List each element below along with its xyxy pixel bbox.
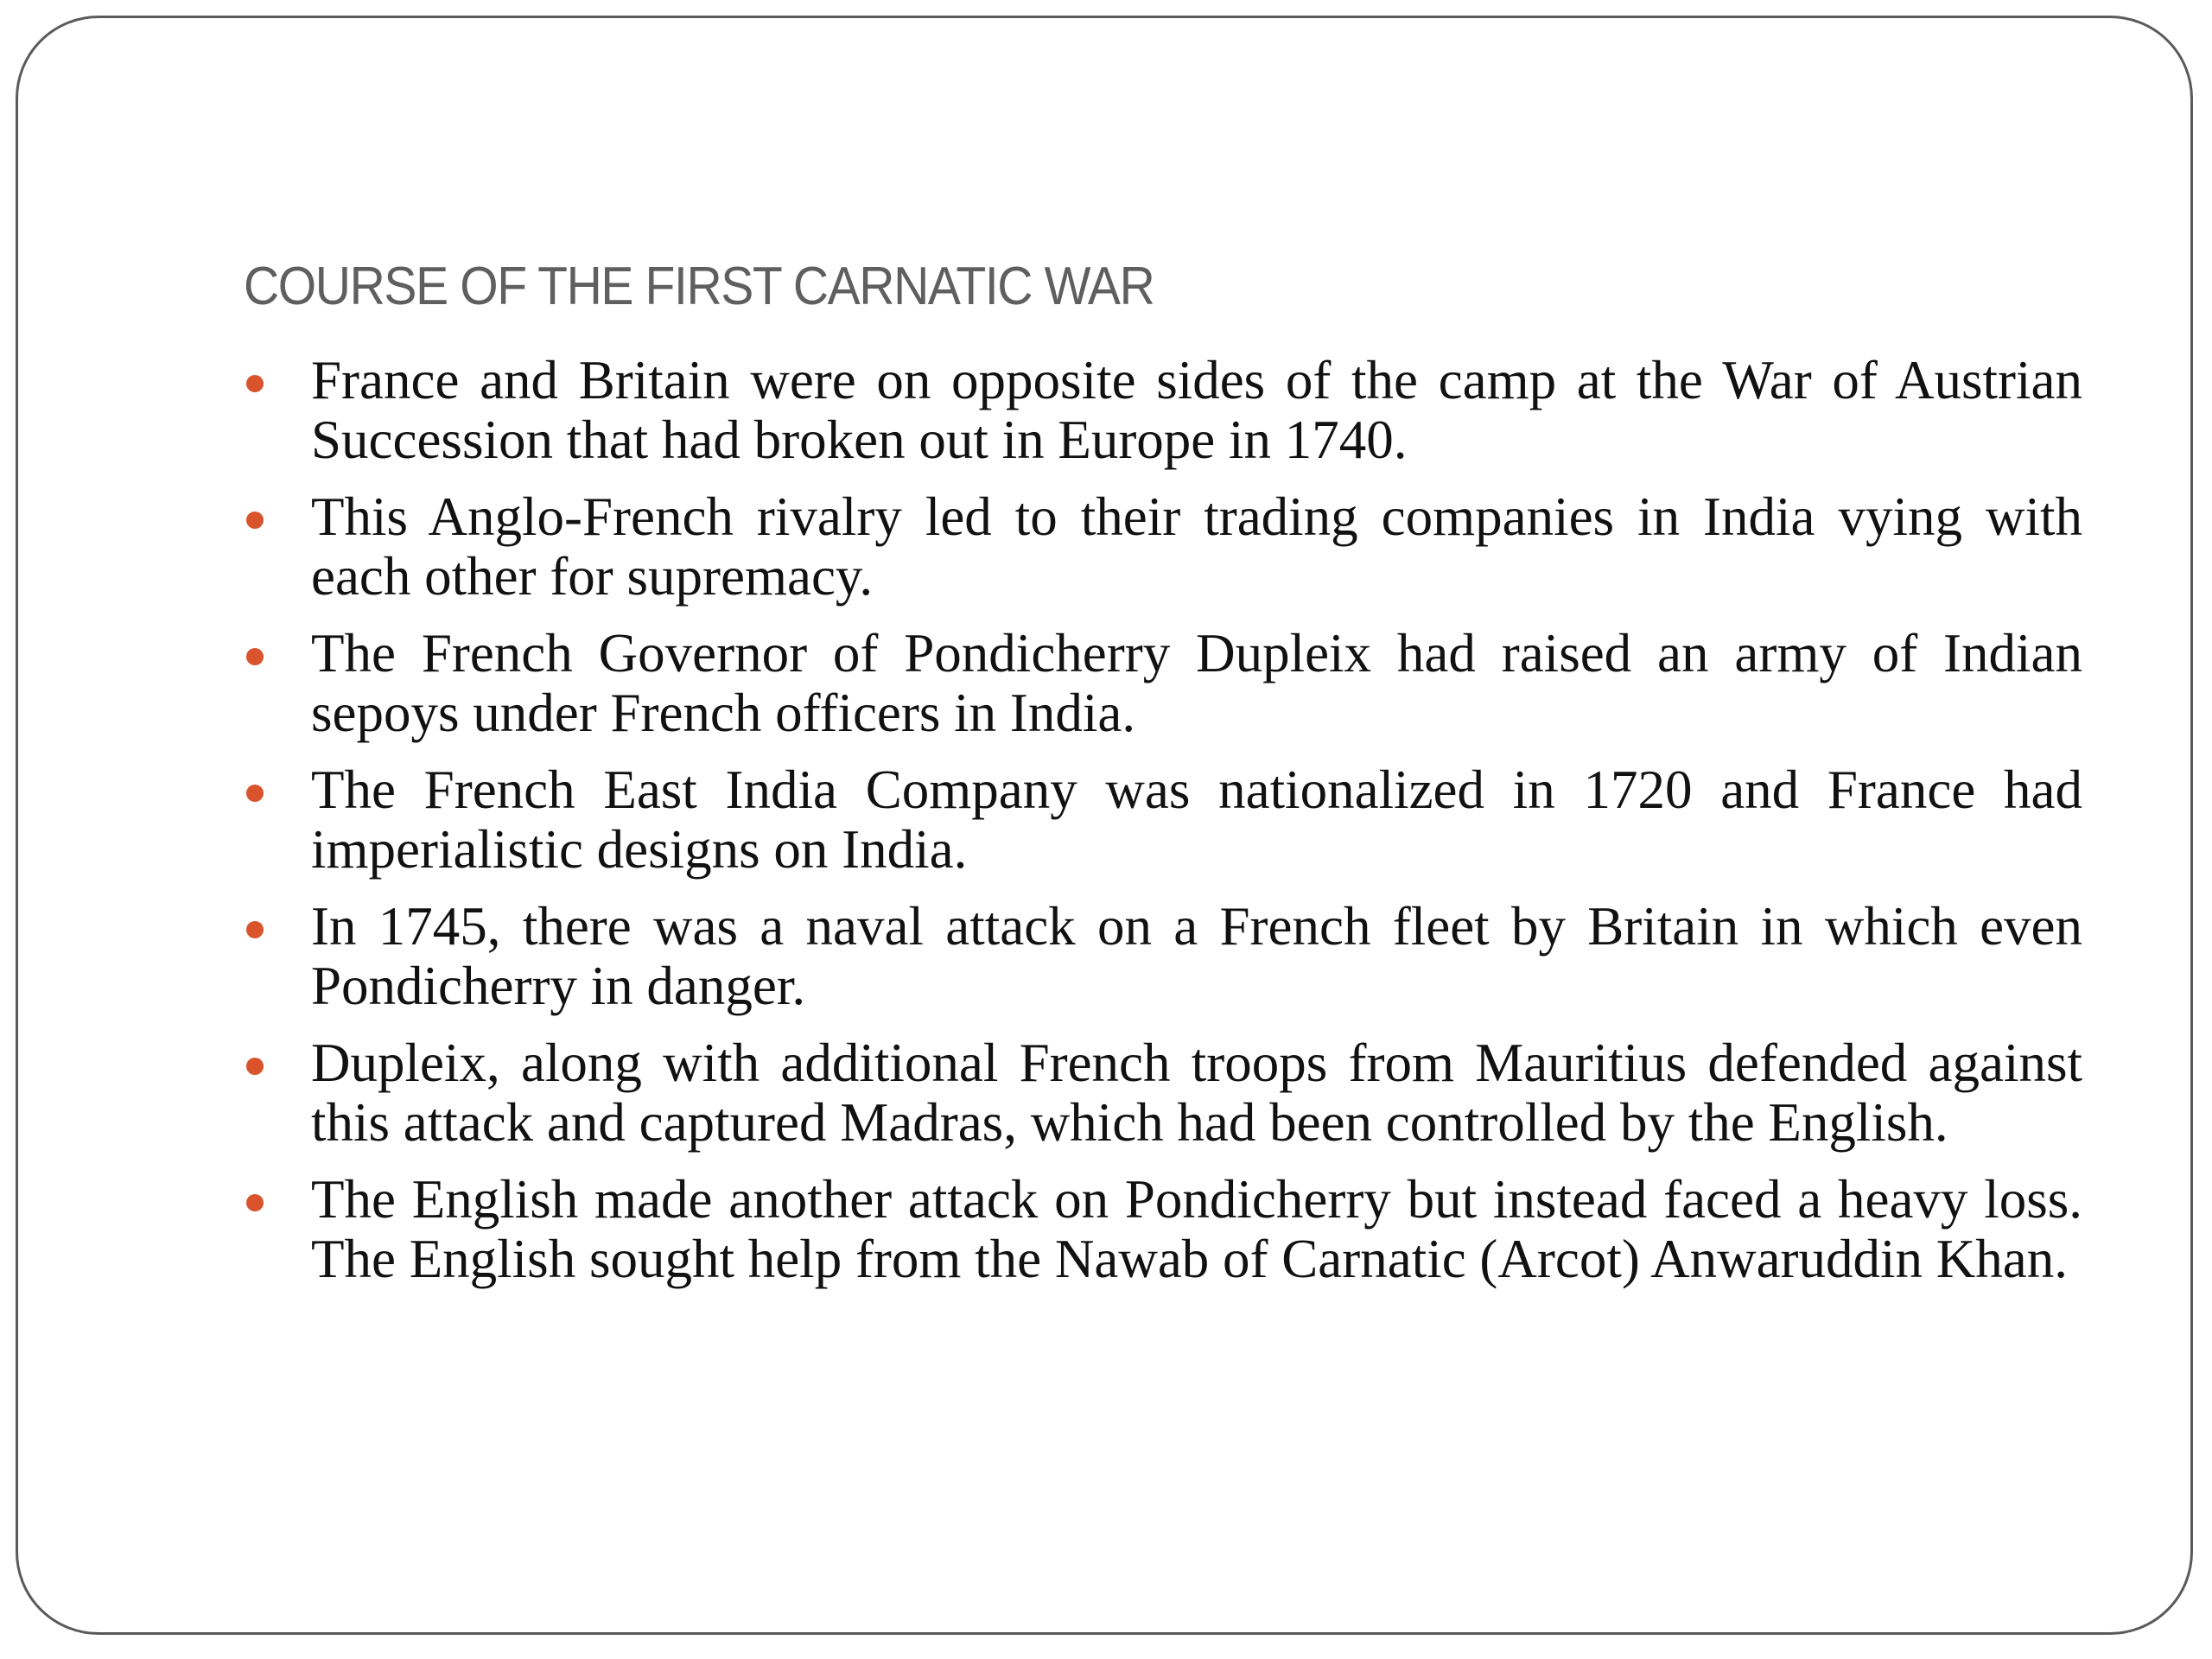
bullet-item [311, 760, 2082, 880]
bullet-dot-icon [246, 921, 264, 938]
bullet-dot-icon [246, 375, 264, 392]
bullet-dot-icon [246, 648, 264, 665]
bullet-item [311, 487, 2082, 607]
bullet-dot-icon [246, 1058, 264, 1075]
bullet-item [311, 624, 2082, 743]
bullet-item [311, 1170, 2082, 1289]
bullet-item [311, 1033, 2082, 1153]
bullet-text: Dupleix, along with additional French troops from Mauritius defended against this attack and captured Madras, which had been controlled by the English. [311, 1033, 2082, 1153]
bullet-dot-icon [246, 512, 264, 529]
bullet-item [311, 897, 2082, 1016]
bullet-text: The French Governor of Pondicherry Dupleix had raised an army of Indian sepoys under French officers in India. [311, 623, 2082, 743]
slide-title: COURSE OF THE FIRST CARNATIC WAR [244, 257, 1154, 316]
bullet-dot-icon [246, 785, 264, 802]
bullet-text: The English made another attack on Pondicherry but instead faced a heavy loss. The English sought help from the Nawab of Carnatic (Arcot) Anwaruddin Khan. [311, 1169, 2082, 1289]
bullet-text: This Anglo-French rivalry led to their trading companies in India vying with each other for supremacy. [311, 486, 2082, 607]
bullet-item [311, 351, 2082, 470]
bullet-text: France and Britain were on opposite sides of the camp at the War of Austrian Succession that had broken out in Europe in 1740. [311, 350, 2082, 470]
bullet-text: In 1745, there was a naval attack on a French fleet by Britain in which even Pondicherry in danger. [311, 896, 2082, 1016]
bullet-list [311, 351, 2082, 1306]
bullet-text: The French East India Company was nationalized in 1720 and France had imperialistic designs on India. [311, 760, 2082, 880]
bullet-dot-icon [246, 1194, 264, 1211]
